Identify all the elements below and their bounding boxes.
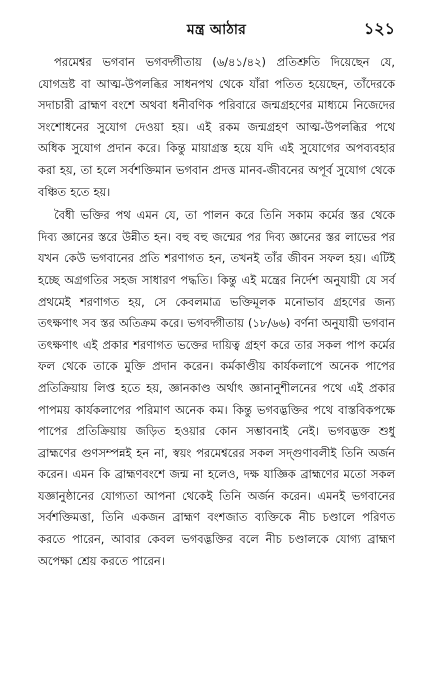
running-head: মন্ত্র আঠার [186, 22, 247, 38]
page-header [38, 12, 395, 48]
body-text [38, 52, 395, 572]
page-number: ১২১ [363, 19, 395, 38]
paragraph: পরমেশ্বর ভগবান ভগবদ্গীতায় (৬/৪১/৪২) প্রতিশ্রুতি দিয়েছেন যে, যোগভ্রষ্ট বা আত্ম-উপলব্ধির সাধনপথ থেকে যাঁরা পতিত হয়েছেন, তাঁদেরকে সদাচারী ব্রাহ্মণ বংশে অথবা ধনীবণিক পরিবারে জন্মগ্রহণের মাধ্যমে নিজেদের সংশোধনের সুযোগ দেওয়া হয়। এই রকম জন্মগ্রহণ আত্ম-উপলব্ধির পথে অধিক সুযোগ প্রদান করে। কিন্তু মায়াগ্রস্ত হয়ে যদি এই সুযোগের অপব্যবহার করা হয়, তা হলে সর্বশক্তিমান ভগবান প্রদত্ত মানব-জীবনের অপূর্ব সুযোগ থেকে বঞ্চিত হতে হয়। [38, 55, 395, 199]
paragraph: বৈধী ভক্তির পথ এমন যে, তা পালন করে তিনি সকাম কর্মের স্তর থেকে দিব্য জ্ঞানের স্তরে উন্নীত হন। বহু বহু জন্মের পর দিব্য জ্ঞানের স্তর লাভের পর যখন কেউ ভগবানের প্রতি শরণাগত হন, তখনই তাঁর জীবন সফল হয়। এটিই হচ্ছে অগ্রগতির সহজ সাধারণ পদ্ধতি। কিন্তু এই মন্ত্রের নির্দেশ অনুযায়ী যে সর্ব প্রথমেই শরণাগত হয়, সে কেবলমাত্র ভক্তিমূলক মনোভাব গ্রহণের জন্য তৎক্ষণাৎ সব স্তর অতিক্রম করে। ভগবদ্গীতায় (১৮/৬৬) বর্ণনা অনুযায়ী ভগবান তৎক্ষণাৎ এই প্রকার শরণাগত ভক্তের দায়িত্ব গ্রহণ করে তার সকল পাপ কর্মের ফল থেকে তাকে মুক্তি প্রদান করেন। কর্মকাণ্ডীয় কার্যকলাপে অনেক পাপের প্রতিক্রিয়ায় লিপ্ত হতে হয়, জ্ঞানকাণ্ড অর্থাৎ জ্ঞানানুশীলনের পথে এই প্রকার পাপময় কার্যকলাপের পরিমাণ অনেক কম। কিন্তু ভগবদ্ভক্তির পথে বাস্তবিকপক্ষে পাপের প্রতিক্রিয়ায় জড়িত হওয়ার কোন সম্ভাবনাই নেই। ভগবদ্ভক্ত শুধু ব্রাহ্মণের গুণসম্পন্নই হন না, স্বয়ং পরমেশ্বরের সকল সদ্গুণাবলীই তিনি অর্জন করেন। এমন কি ব্রাহ্মণবংশে জন্ম না হলেও, দক্ষ যাজ্ঞিক ব্রাহ্মণের মতো সকল যজ্ঞানুষ্ঠানের যোগ্যতা আপনা থেকেই তিনি অর্জন করেন। এমনই ভগবানের সর্বশক্তিমত্তা, তিনি একজন ব্রাহ্মণ বংশজাত ব্যক্তিকে নীচ চণ্ডালে পরিণত করতে পারেন, আবার কেবল ভগবদ্ভক্তির বলে নীচ চণ্ডালকে যোগ্য ব্রাহ্মণ অপেক্ষা শ্রেয় করতে পারেন। [38, 208, 395, 568]
